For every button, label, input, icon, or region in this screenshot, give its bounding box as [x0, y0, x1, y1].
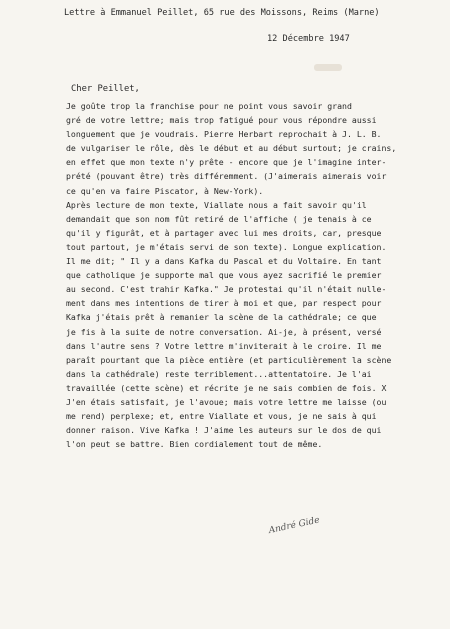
body-line: longuement que je voudrais. Pierre Herbart reprochait à J. L. B. [66, 129, 382, 140]
body-line: au second. C'est trahir Kafka." Je protestai qu'il n'était nulle- [66, 284, 387, 295]
body-line: travaillée (cette scène) et récrite je ne sais combien de fois. X [66, 382, 387, 393]
body-line: ment dans mes intentions de tirer à moi et que, par respect pour [66, 298, 382, 309]
paper-smudge [314, 64, 342, 71]
body-line: me rend) perplexe; et, entre Viallate et vous, je ne sais à qui [66, 411, 377, 422]
body-line: de vulgariser le rôle, dès le début et au début surtout; je crains, [66, 143, 397, 154]
body-line: paraît pourtant que la pièce entière (et particulièrement la scène [66, 354, 392, 365]
body-line: je fis à la suite de notre conversation. Ai-je, à présent, versé [66, 326, 382, 337]
body-line: que catholique je supporte mal que vous ayez sacrifié le premier [66, 270, 382, 281]
body-line: demandait que son nom fût retiré de l'affiche ( je tenais à ce [66, 213, 372, 224]
salutation: Cher Peillet, [71, 84, 140, 94]
letter-header: Lettre à Emmanuel Peillet, 65 rue des Moissons, Reims (Marne) [64, 8, 380, 18]
body-line: Kafka j'étais prêt à remanier la scène de la cathédrale; ce que [66, 312, 377, 323]
signature: André Gide [267, 515, 321, 536]
body-line: dans la cathédrale) reste terriblement...attentatoire. Je l'ai [66, 368, 372, 379]
body-line: donner raison. Vive Kafka ! J'aime les auteurs sur le dos de qui [66, 425, 382, 436]
letter-body [66, 99, 396, 451]
body-line: qu'il y figurât, et à partager avec lui mes droits, car, presque [66, 227, 382, 238]
body-line: dans l'autre sens ? Votre lettre m'inviterait à le croire. Il me [66, 340, 382, 351]
body-line: J'en étais satisfait, je l'avoue; mais votre lettre me laisse (ou [66, 396, 387, 407]
body-line: tout partout, je m'étais servi de son texte). Longue explication. [66, 241, 387, 252]
letter-date: 12 Décembre 1947 [267, 34, 350, 44]
body-line: Il me dit; " Il y a dans Kafka du Pascal et du Voltaire. En tant [66, 256, 382, 267]
body-line: gré de votre lettre; mais trop fatigué pour vous répondre aussi [66, 115, 377, 126]
body-line: Je goûte trop la franchise pour ne point vous savoir grand [66, 101, 352, 111]
body-line: en effet que mon texte n'y prête - encore que je l'imagine inter- [66, 157, 387, 168]
body-line: ce qu'en va faire Piscator, à New-York). [66, 185, 264, 196]
body-line: Après lecture de mon texte, Viallate nous a fait savoir qu'il [66, 199, 367, 210]
body-line: prété (pouvant être) très différemment. (J'aimerais aimerais voir [66, 171, 387, 182]
body-line: l'on peut se battre. Bien cordialement tout de même. [66, 439, 323, 450]
